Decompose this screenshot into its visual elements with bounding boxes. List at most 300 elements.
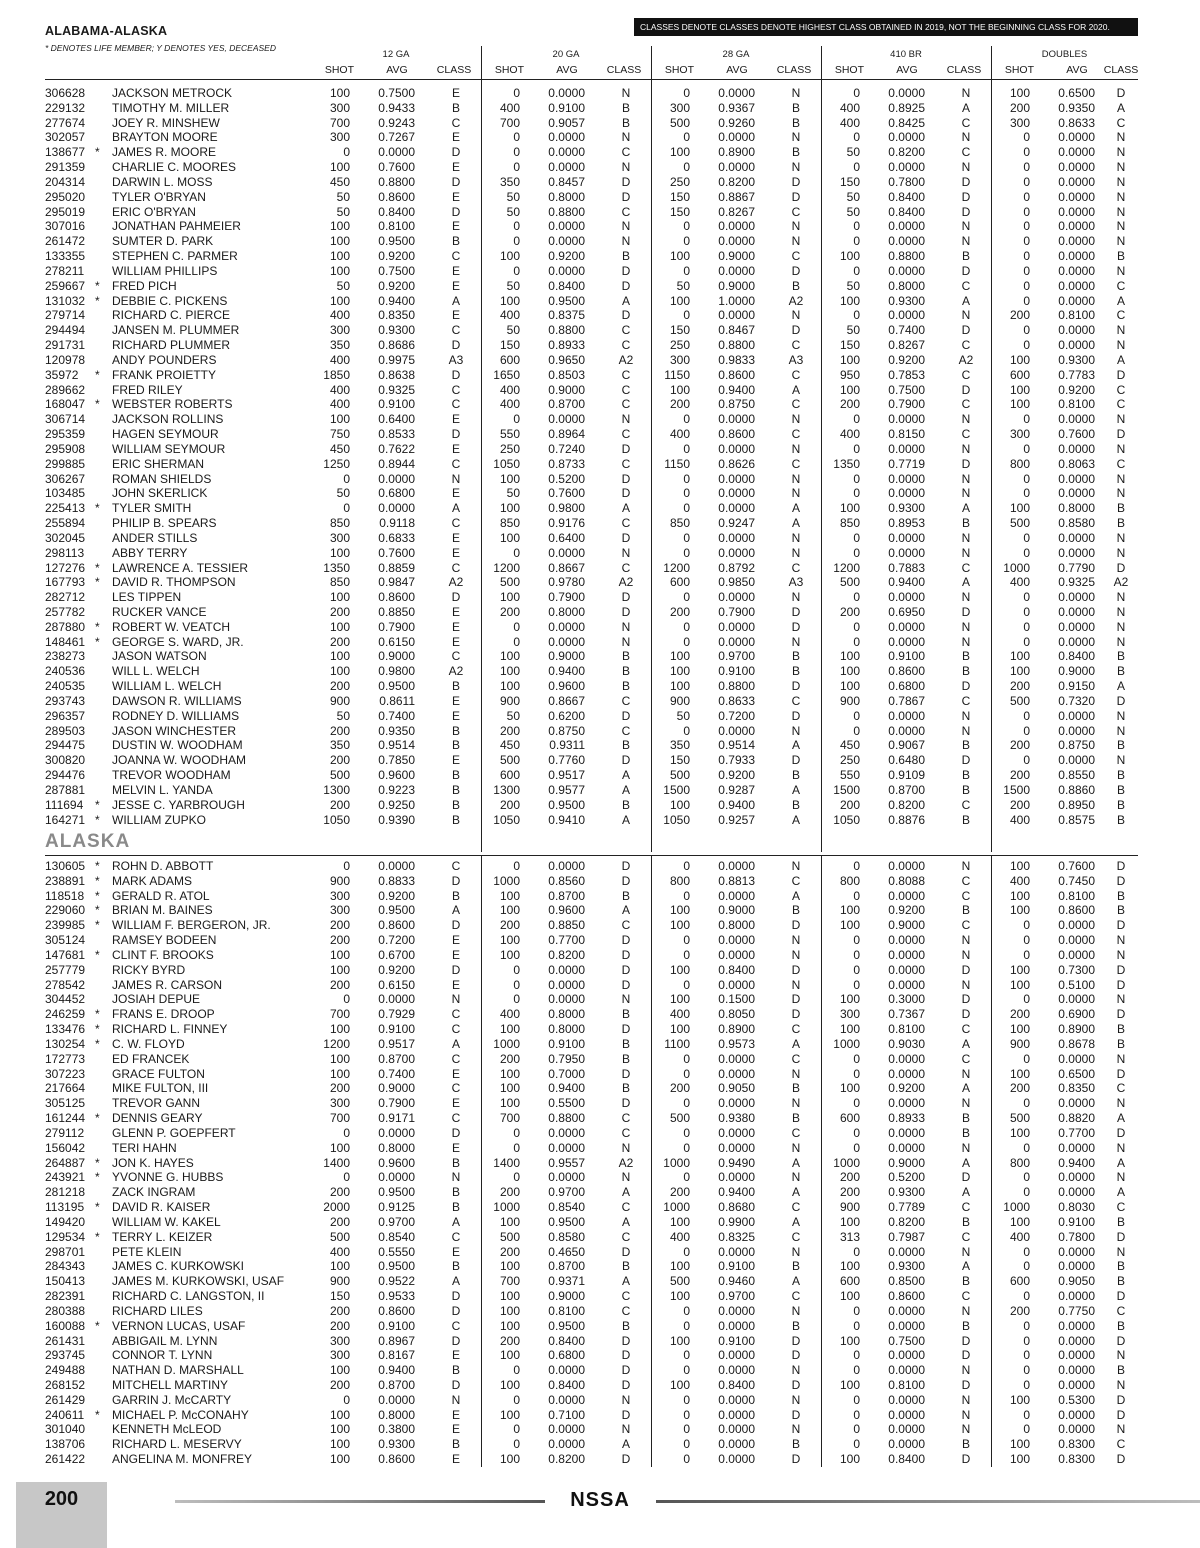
12ga-class: A2 <box>448 664 464 679</box>
28ga-class: B <box>791 145 800 160</box>
doubles-class: D <box>1116 962 1126 977</box>
410br-shot: 400 <box>839 115 860 130</box>
doubles-class: N <box>1116 992 1126 1007</box>
410br-class: B <box>961 1274 970 1289</box>
410br-class: D <box>961 1348 971 1363</box>
28ga-shot: 100 <box>669 664 690 679</box>
doubles-class: N <box>1116 1140 1126 1155</box>
doubles-shot: 100 <box>1009 1066 1030 1081</box>
410br-avg: 0.9200 <box>888 903 925 918</box>
member-name: ERIC SHERMAN <box>112 456 205 471</box>
20ga-class: D <box>621 708 631 723</box>
12ga-shot: 850 <box>329 575 350 590</box>
12ga-class: B <box>451 100 460 115</box>
28ga-class: D <box>791 1348 801 1363</box>
410br-avg: 0.0000 <box>888 1348 925 1363</box>
doubles-class: N <box>1116 590 1126 605</box>
28ga-shot: 150 <box>669 323 690 338</box>
member-id: 167793 <box>45 575 86 590</box>
20ga-shot: 200 <box>499 1333 520 1348</box>
28ga-avg: 0.0000 <box>718 1363 755 1378</box>
20ga-avg: 0.8667 <box>548 693 585 708</box>
member-name: GEORGE S. WARD, JR. <box>112 634 244 649</box>
20ga-class: D <box>621 1452 631 1467</box>
member-name: ANDER STILLS <box>112 530 198 545</box>
20ga-class: C <box>621 1229 631 1244</box>
20ga-avg: 0.0000 <box>548 1363 585 1378</box>
doubles-shot: 100 <box>1009 664 1030 679</box>
28ga-shot: 50 <box>676 708 690 723</box>
doubles-shot: 1000 <box>1003 1200 1030 1215</box>
subheader-avg: AVG <box>1066 64 1088 76</box>
410br-class: D <box>961 382 971 397</box>
410br-avg: 0.8700 <box>888 782 925 797</box>
12ga-class: N <box>451 1170 461 1185</box>
table-row <box>0 1319 1200 1334</box>
28ga-shot: 300 <box>669 352 690 367</box>
doubles-avg: 0.0000 <box>1058 249 1095 264</box>
28ga-avg: 0.0000 <box>718 86 755 100</box>
12ga-class: C <box>451 397 461 412</box>
table-row <box>0 1185 1200 1200</box>
20ga-shot: 100 <box>499 501 520 516</box>
table-row <box>0 1067 1200 1082</box>
20ga-class: N <box>621 1140 631 1155</box>
28ga-shot: 1050 <box>663 812 690 827</box>
alaska-table <box>0 859 1200 1467</box>
member-id: 160088 <box>45 1318 86 1333</box>
410br-shot: 100 <box>839 649 860 664</box>
doubles-shot: 0 <box>1023 619 1030 634</box>
doubles-class: N <box>1116 1170 1126 1185</box>
20ga-class: N <box>621 130 631 145</box>
28ga-class: N <box>791 308 801 323</box>
28ga-shot: 1150 <box>664 367 690 382</box>
410br-shot: 0 <box>853 888 860 903</box>
410br-avg: 0.8400 <box>888 1452 925 1467</box>
20ga-avg: 0.9311 <box>549 738 585 753</box>
member-id: 287881 <box>45 782 86 797</box>
20ga-avg: 0.9600 <box>548 679 585 694</box>
28ga-class: N <box>791 486 801 501</box>
member-name: MIKE FULTON, III <box>112 1081 209 1096</box>
doubles-avg: 0.8030 <box>1058 1200 1095 1215</box>
28ga-avg: 0.0000 <box>718 590 755 605</box>
20ga-shot: 0 <box>513 1363 520 1378</box>
doubles-avg: 0.0000 <box>1058 753 1095 768</box>
doubles-avg: 0.8350 <box>1058 1081 1095 1096</box>
doubles-class: D <box>1116 367 1126 382</box>
12ga-class: E <box>451 530 460 545</box>
28ga-shot: 0 <box>683 1407 690 1422</box>
20ga-shot: 0 <box>513 219 520 234</box>
12ga-shot: 200 <box>329 797 350 812</box>
28ga-avg: 0.9700 <box>718 1289 755 1304</box>
28ga-class: N <box>791 977 801 992</box>
12ga-shot: 50 <box>336 204 350 219</box>
20ga-shot: 100 <box>499 649 520 664</box>
member-id: 257782 <box>45 604 86 619</box>
28ga-shot: 850 <box>669 516 690 531</box>
member-name: GERALD R. ATOL <box>112 888 210 903</box>
12ga-class: E <box>451 619 460 634</box>
doubles-shot: 300 <box>1009 115 1030 130</box>
12ga-class: D <box>451 427 461 442</box>
12ga-shot: 700 <box>329 1111 350 1126</box>
410br-class: C <box>961 1289 971 1304</box>
20ga-class: A2 <box>618 1155 634 1170</box>
12ga-class: B <box>451 888 460 903</box>
410br-class: C <box>961 145 971 160</box>
28ga-class: C <box>791 456 801 471</box>
12ga-avg: 0.8944 <box>378 456 415 471</box>
20ga-avg: 0.8700 <box>548 1259 585 1274</box>
410br-avg: 0.6800 <box>888 679 925 694</box>
12ga-class: B <box>451 723 460 738</box>
410br-class: D <box>961 189 971 204</box>
20ga-class: D <box>621 1407 631 1422</box>
member-id: 257779 <box>45 962 86 977</box>
28ga-avg: 0.0000 <box>718 412 755 427</box>
28ga-class: C <box>791 1200 801 1215</box>
member-id: 261472 <box>45 234 86 249</box>
20ga-avg: 0.7000 <box>548 1066 585 1081</box>
28ga-class: C <box>791 249 801 264</box>
table-row <box>0 859 1200 874</box>
20ga-shot: 350 <box>499 174 520 189</box>
table-row <box>0 397 1200 412</box>
410br-avg: 0.8876 <box>888 812 925 827</box>
member-id: 255894 <box>45 516 86 531</box>
table-row <box>0 531 1200 546</box>
member-name: JANSEN M. PLUMMER <box>112 323 240 338</box>
20ga-avg: 0.8560 <box>548 873 585 888</box>
28ga-shot: 0 <box>683 441 690 456</box>
doubles-avg: 0.0000 <box>1058 160 1095 175</box>
410br-shot: 150 <box>839 174 860 189</box>
doubles-avg: 0.9000 <box>1058 664 1095 679</box>
12ga-avg: 0.8600 <box>378 1452 415 1467</box>
410br-class: B <box>961 1125 970 1140</box>
member-id: 35972 <box>45 367 79 382</box>
20ga-avg: 0.6800 <box>548 1348 585 1363</box>
12ga-shot: 100 <box>329 1437 350 1452</box>
doubles-avg: 0.0000 <box>1058 263 1095 278</box>
member-name: CLINT F. BROOKS <box>112 947 214 962</box>
28ga-avg: 0.9050 <box>718 1081 755 1096</box>
20ga-shot: 100 <box>499 1318 520 1333</box>
member-id: 291359 <box>45 160 86 175</box>
410br-shot: 200 <box>839 1170 860 1185</box>
20ga-avg: 0.8667 <box>548 560 585 575</box>
12ga-class: C <box>451 1318 461 1333</box>
20ga-shot: 700 <box>499 115 520 130</box>
410br-class: N <box>961 1422 971 1437</box>
doubles-class: D <box>1116 1125 1126 1140</box>
20ga-shot: 50 <box>506 323 520 338</box>
410br-shot: 200 <box>839 397 860 412</box>
member-name: JOHN SKERLICK <box>112 486 208 501</box>
doubles-shot: 0 <box>1023 1140 1030 1155</box>
20ga-class: D <box>621 278 631 293</box>
20ga-class: C <box>621 397 631 412</box>
20ga-class: A <box>621 1185 630 1200</box>
doubles-class: D <box>1116 873 1126 888</box>
member-id: 120978 <box>45 352 86 367</box>
28ga-shot: 350 <box>669 738 690 753</box>
12ga-class: C <box>451 649 461 664</box>
20ga-avg: 0.8700 <box>548 397 585 412</box>
12ga-avg: 0.7267 <box>378 130 415 145</box>
28ga-shot: 600 <box>669 575 690 590</box>
12ga-avg: 0.9350 <box>378 723 415 738</box>
20ga-shot: 100 <box>499 1022 520 1037</box>
20ga-class: D <box>621 263 631 278</box>
28ga-avg: 0.8900 <box>718 1022 755 1037</box>
20ga-shot: 0 <box>513 545 520 560</box>
doubles-avg: 0.8860 <box>1058 782 1095 797</box>
member-name: ZACK INGRAM <box>112 1185 196 1200</box>
doubles-shot: 0 <box>1023 1244 1030 1259</box>
table-row <box>0 963 1200 978</box>
20ga-avg: 0.8800 <box>548 204 585 219</box>
28ga-shot: 500 <box>669 115 690 130</box>
28ga-shot: 250 <box>669 338 690 353</box>
410br-class: B <box>961 649 970 664</box>
member-id: 243921 <box>45 1170 86 1185</box>
28ga-avg: 0.8867 <box>718 189 755 204</box>
table-row <box>0 753 1200 768</box>
life-member-mark: * <box>95 1155 100 1170</box>
410br-avg: 0.0000 <box>888 723 925 738</box>
doubles-shot: 100 <box>1009 1214 1030 1229</box>
doubles-shot: 600 <box>1009 1274 1030 1289</box>
12ga-avg: 0.7500 <box>378 86 415 100</box>
28ga-class: D <box>791 1377 801 1392</box>
410br-shot: 100 <box>839 903 860 918</box>
410br-class: N <box>961 1140 971 1155</box>
20ga-shot: 200 <box>499 918 520 933</box>
member-id: 306714 <box>45 412 86 427</box>
28ga-shot: 0 <box>683 501 690 516</box>
member-name: NATHAN D. MARSHALL <box>112 1363 244 1378</box>
member-id: 287880 <box>45 619 86 634</box>
20ga-avg: 0.7600 <box>548 486 585 501</box>
20ga-class: N <box>621 219 631 234</box>
doubles-class: B <box>1116 1214 1125 1229</box>
12ga-avg: 0.0000 <box>378 1170 415 1185</box>
12ga-shot: 0 <box>343 1125 350 1140</box>
12ga-avg: 0.7200 <box>378 933 415 948</box>
doubles-avg: 0.9400 <box>1058 1155 1095 1170</box>
12ga-class: D <box>451 590 461 605</box>
subheader-shot: SHOT <box>1004 64 1034 76</box>
doubles-shot: 0 <box>1023 1051 1030 1066</box>
12ga-shot: 200 <box>329 977 350 992</box>
410br-shot: 100 <box>839 249 860 264</box>
member-name: RICHARD L. MESERVY <box>112 1437 242 1452</box>
410br-shot: 50 <box>846 189 860 204</box>
20ga-class: C <box>621 560 631 575</box>
410br-avg: 0.7800 <box>888 174 925 189</box>
20ga-avg: 0.0000 <box>548 160 585 175</box>
410br-shot: 0 <box>853 1437 860 1452</box>
28ga-shot: 0 <box>683 1348 690 1363</box>
20ga-shot: 50 <box>506 278 520 293</box>
group-header-410br: 410 BR <box>890 49 922 60</box>
doubles-avg: 0.0000 <box>1058 590 1095 605</box>
410br-avg: 0.9100 <box>888 649 925 664</box>
member-id: 282391 <box>45 1289 86 1304</box>
20ga-avg: 0.0000 <box>548 219 585 234</box>
28ga-class: N <box>791 859 801 873</box>
12ga-shot: 100 <box>329 293 350 308</box>
doubles-shot: 100 <box>1009 1022 1030 1037</box>
20ga-shot: 200 <box>499 1244 520 1259</box>
410br-avg: 0.0000 <box>888 1244 925 1259</box>
12ga-shot: 100 <box>329 160 350 175</box>
member-id: 304452 <box>45 992 86 1007</box>
28ga-shot: 500 <box>669 768 690 783</box>
doubles-class: N <box>1116 234 1126 249</box>
28ga-shot: 1150 <box>664 456 690 471</box>
20ga-avg: 0.9400 <box>548 1081 585 1096</box>
table-row <box>0 1156 1200 1171</box>
table-row <box>0 219 1200 234</box>
12ga-shot: 100 <box>329 249 350 264</box>
28ga-shot: 100 <box>669 1259 690 1274</box>
member-name: SUMTER D. PARK <box>112 234 214 249</box>
20ga-class: A <box>621 293 630 308</box>
member-name: WILLIAM W. KAKEL <box>112 1214 221 1229</box>
20ga-avg: 0.9557 <box>548 1155 585 1170</box>
doubles-avg: 0.0000 <box>1058 1422 1095 1437</box>
28ga-avg: 0.7200 <box>718 708 755 723</box>
20ga-class: D <box>621 859 631 873</box>
12ga-shot: 350 <box>329 738 350 753</box>
28ga-avg: 0.0000 <box>718 723 755 738</box>
20ga-avg: 0.9650 <box>548 352 585 367</box>
life-member-mark: * <box>95 812 100 827</box>
member-id: 293745 <box>45 1348 86 1363</box>
doubles-class: N <box>1116 947 1126 962</box>
28ga-shot: 100 <box>669 962 690 977</box>
410br-shot: 0 <box>853 1407 860 1422</box>
20ga-avg: 0.9500 <box>548 1214 585 1229</box>
410br-class: B <box>961 249 970 264</box>
410br-shot: 0 <box>853 1348 860 1363</box>
doubles-avg: 0.9325 <box>1058 575 1095 590</box>
12ga-avg: 0.9500 <box>378 679 415 694</box>
doubles-shot: 0 <box>1023 189 1030 204</box>
doubles-shot: 100 <box>1009 859 1030 873</box>
410br-shot: 0 <box>853 977 860 992</box>
410br-shot: 0 <box>853 1244 860 1259</box>
410br-avg: 0.9030 <box>888 1036 925 1051</box>
12ga-class: C <box>451 1111 461 1126</box>
12ga-class: B <box>451 768 460 783</box>
12ga-class: C <box>451 456 461 471</box>
life-member-mark: * <box>95 918 100 933</box>
410br-shot: 0 <box>853 486 860 501</box>
410br-avg: 0.8953 <box>888 516 925 531</box>
28ga-shot: 0 <box>683 1170 690 1185</box>
member-id: 240536 <box>45 664 86 679</box>
20ga-class: D <box>621 530 631 545</box>
20ga-avg: 0.0000 <box>548 1392 585 1407</box>
20ga-class: A <box>621 1214 630 1229</box>
20ga-avg: 0.0000 <box>548 619 585 634</box>
doubles-avg: 0.0000 <box>1058 1259 1095 1274</box>
table-row <box>0 1245 1200 1260</box>
20ga-class: N <box>621 634 631 649</box>
20ga-avg: 0.8400 <box>548 278 585 293</box>
20ga-avg: 0.9500 <box>548 293 585 308</box>
table-row <box>0 664 1200 679</box>
12ga-class: C <box>451 382 461 397</box>
doubles-class: N <box>1116 412 1126 427</box>
12ga-shot: 1400 <box>323 1155 350 1170</box>
12ga-avg: 0.8000 <box>378 1140 415 1155</box>
table-row <box>0 1111 1200 1126</box>
12ga-avg: 0.9500 <box>378 1185 415 1200</box>
28ga-class: B <box>791 903 800 918</box>
28ga-shot: 100 <box>669 249 690 264</box>
410br-avg: 0.9000 <box>888 1155 925 1170</box>
member-id: 295908 <box>45 441 86 456</box>
doubles-shot: 200 <box>1009 100 1030 115</box>
member-id: 129534 <box>45 1229 86 1244</box>
20ga-class: C <box>621 1111 631 1126</box>
doubles-shot: 0 <box>1023 918 1030 933</box>
member-id: 103485 <box>45 486 86 501</box>
28ga-avg: 0.8800 <box>718 338 755 353</box>
410br-shot: 0 <box>853 1051 860 1066</box>
12ga-class: B <box>451 812 460 827</box>
doubles-avg: 0.0000 <box>1058 708 1095 723</box>
28ga-class: C <box>791 367 801 382</box>
410br-shot: 100 <box>839 1452 860 1467</box>
doubles-class: N <box>1116 441 1126 456</box>
doubles-avg: 0.7750 <box>1058 1303 1095 1318</box>
doubles-class: B <box>1116 1036 1125 1051</box>
member-id: 161244 <box>45 1111 86 1126</box>
20ga-avg: 0.8457 <box>548 174 585 189</box>
12ga-avg: 0.7929 <box>378 1007 415 1022</box>
12ga-class: E <box>451 604 460 619</box>
20ga-avg: 0.8800 <box>548 1111 585 1126</box>
doubles-avg: 0.8678 <box>1058 1036 1095 1051</box>
12ga-avg: 0.9000 <box>378 649 415 664</box>
doubles-class: N <box>1116 753 1126 768</box>
member-name: RICHARD PLUMMER <box>112 338 231 353</box>
member-id: 305125 <box>45 1096 86 1111</box>
20ga-shot: 0 <box>513 619 520 634</box>
410br-shot: 50 <box>846 145 860 160</box>
20ga-shot: 100 <box>499 1214 520 1229</box>
28ga-class: A <box>791 1214 800 1229</box>
28ga-shot: 0 <box>683 1437 690 1452</box>
12ga-shot: 0 <box>343 1392 350 1407</box>
12ga-shot: 200 <box>329 634 350 649</box>
410br-avg: 0.0000 <box>888 263 925 278</box>
28ga-avg: 0.0000 <box>718 308 755 323</box>
28ga-class: C <box>791 873 801 888</box>
doubles-class: A <box>1116 100 1125 115</box>
28ga-class: A2 <box>788 293 804 308</box>
410br-class: A <box>961 1081 970 1096</box>
12ga-shot: 400 <box>329 397 350 412</box>
